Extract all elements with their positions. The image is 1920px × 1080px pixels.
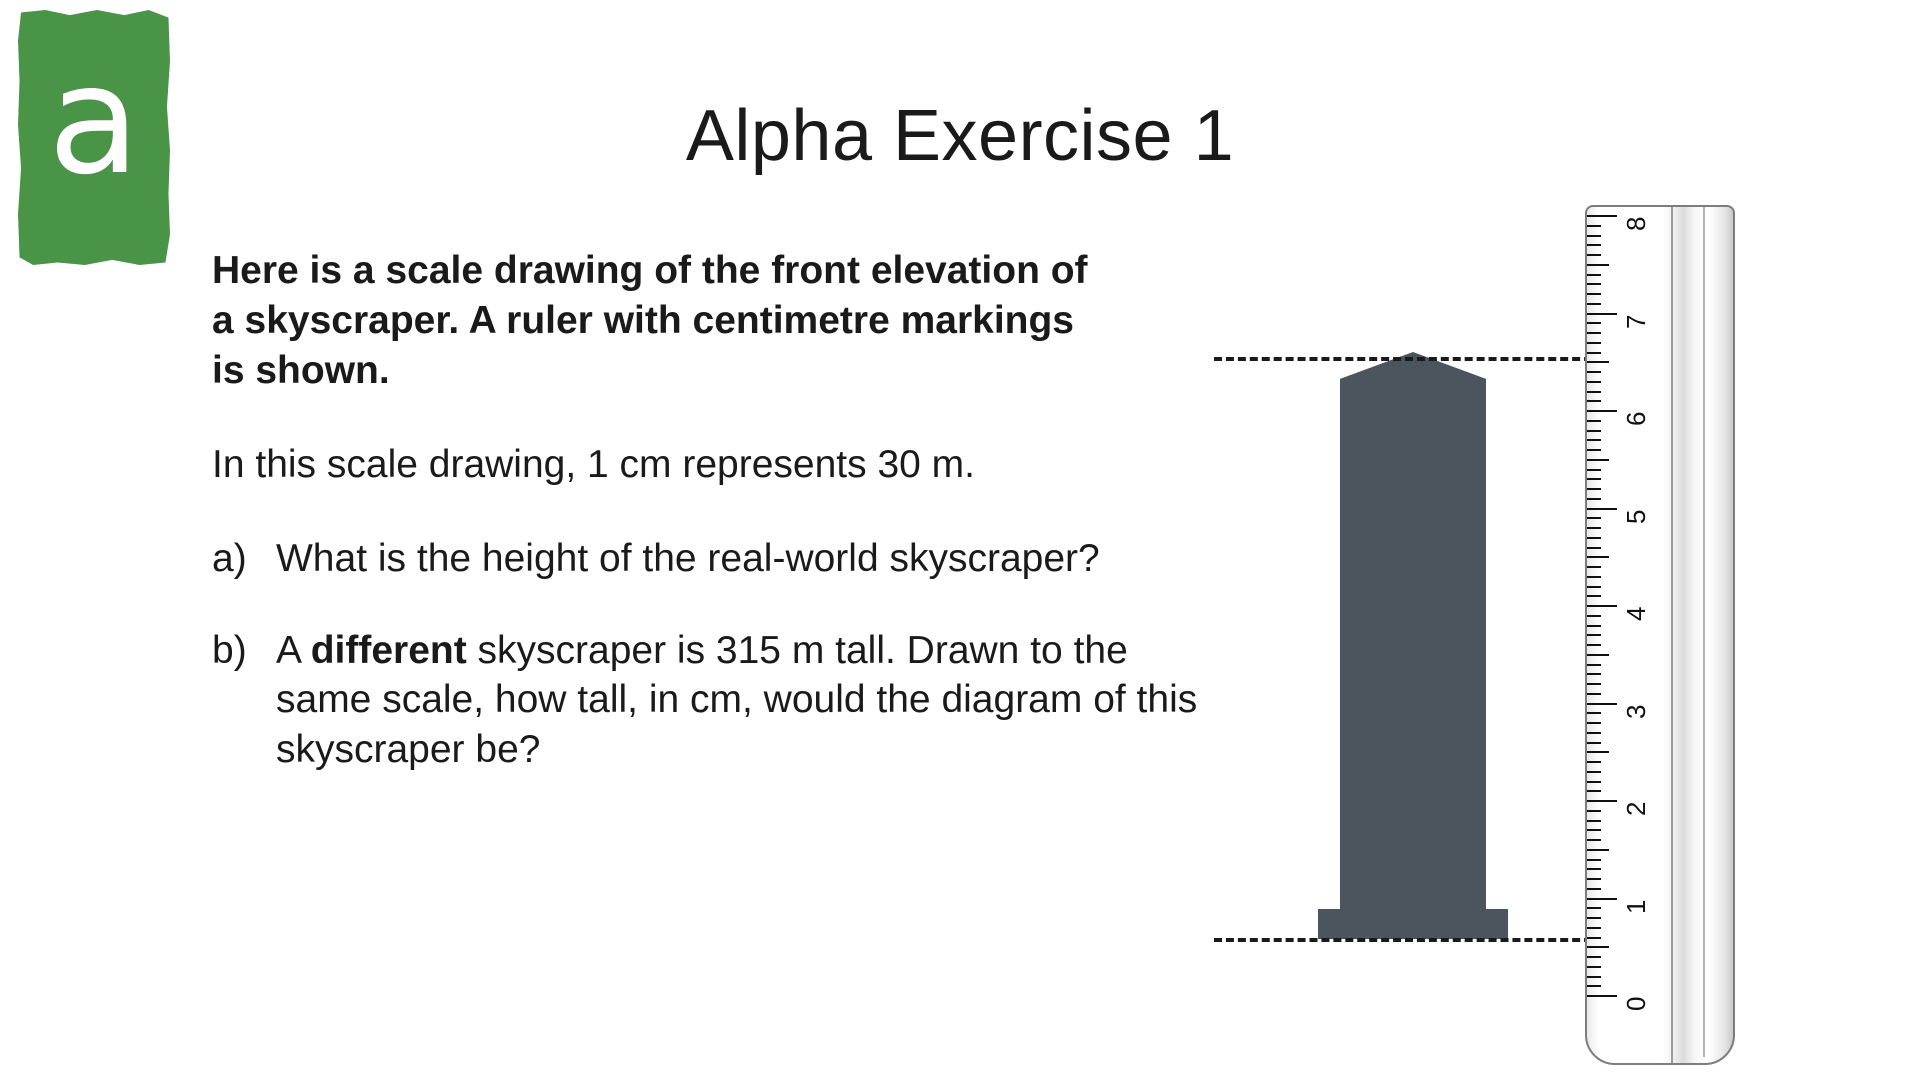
question-b bbox=[212, 626, 1232, 776]
ruler-tick bbox=[1587, 878, 1601, 880]
page-title: Alpha Exercise 1 bbox=[685, 96, 1235, 176]
ruler-tick bbox=[1587, 888, 1601, 890]
question-b-emphasis: different bbox=[310, 628, 467, 672]
ruler-tick bbox=[1587, 985, 1601, 987]
skyscraper-base bbox=[1318, 909, 1508, 939]
ruler-tick bbox=[1587, 498, 1601, 500]
ruler-tick bbox=[1587, 625, 1601, 627]
ruler-tick bbox=[1587, 605, 1617, 607]
ruler-tick bbox=[1587, 274, 1601, 276]
ruler-tick bbox=[1587, 449, 1601, 451]
ruler-tick bbox=[1587, 927, 1601, 929]
ruler-tick bbox=[1587, 420, 1601, 422]
ruler-tick bbox=[1587, 517, 1601, 519]
scale-statement: In this scale drawing, 1 cm represents 30 m. bbox=[212, 442, 975, 486]
ruler-tick bbox=[1587, 508, 1617, 510]
ruler-tick bbox=[1587, 751, 1609, 753]
ruler-tick bbox=[1587, 781, 1601, 783]
ruler-label-6: 6 bbox=[1621, 411, 1651, 426]
ruler-tick bbox=[1587, 634, 1601, 636]
ruler-tick bbox=[1587, 820, 1601, 822]
ruler-tick bbox=[1587, 644, 1601, 646]
ruler-tick bbox=[1587, 937, 1601, 939]
ruler-tick bbox=[1587, 732, 1601, 734]
ruler-tick bbox=[1587, 586, 1601, 588]
ruler-tick bbox=[1587, 859, 1601, 861]
skyscraper-roof bbox=[1340, 352, 1486, 416]
ruler bbox=[1585, 205, 1735, 1065]
ruler-tick bbox=[1587, 566, 1601, 568]
ruler-tick bbox=[1587, 469, 1601, 471]
question-b-text-before: A bbox=[276, 628, 311, 672]
ruler-label-1: 1 bbox=[1621, 899, 1651, 914]
ruler-tick bbox=[1587, 849, 1609, 851]
ruler-tick bbox=[1587, 313, 1617, 315]
ruler-tick bbox=[1587, 683, 1601, 685]
ruler-tick bbox=[1587, 264, 1609, 266]
question-b-text-after: skyscraper is 315 m tall. Drawn to the same scale, how tall, in cm, would the diagram of this skyscraper be? bbox=[276, 628, 1198, 772]
ruler-label-7: 7 bbox=[1621, 314, 1651, 329]
ruler-tick bbox=[1587, 839, 1601, 841]
ruler-tick bbox=[1587, 439, 1601, 441]
skyscraper-shape bbox=[1318, 352, 1508, 979]
skyscraper-shaft bbox=[1340, 412, 1486, 914]
ruler-tick bbox=[1587, 459, 1609, 461]
question-b-label: b) bbox=[212, 628, 247, 672]
ruler-tick bbox=[1587, 293, 1601, 295]
ruler-tick bbox=[1587, 956, 1601, 958]
ruler-tick bbox=[1587, 898, 1617, 900]
ruler-tick bbox=[1587, 400, 1601, 402]
guide-line-top bbox=[1214, 357, 1604, 361]
ruler-tick bbox=[1587, 235, 1601, 237]
ruler-tick bbox=[1587, 322, 1601, 324]
ruler-tick bbox=[1587, 829, 1601, 831]
ruler-tick bbox=[1587, 332, 1601, 334]
question-b-text bbox=[276, 626, 1232, 776]
ruler-inner-edge bbox=[1671, 207, 1673, 1063]
ruler-tick bbox=[1587, 537, 1601, 539]
ruler-tick bbox=[1587, 225, 1601, 227]
ruler-tick bbox=[1587, 283, 1601, 285]
ruler-tick bbox=[1587, 722, 1601, 724]
ruler-tick bbox=[1587, 703, 1617, 705]
ruler-tick bbox=[1587, 391, 1601, 393]
question-a-text-before: What is the height of the real-world skyscraper? bbox=[276, 536, 1100, 580]
ruler-tick bbox=[1587, 810, 1601, 812]
ruler-tick bbox=[1587, 976, 1601, 978]
ruler-tick bbox=[1587, 371, 1601, 373]
logo-alpha-glyph: a bbox=[48, 33, 140, 208]
ruler-tick bbox=[1587, 771, 1601, 773]
ruler-tick bbox=[1587, 761, 1601, 763]
ruler-tick bbox=[1587, 742, 1601, 744]
ruler-tick bbox=[1587, 430, 1601, 432]
ruler-tick bbox=[1587, 868, 1601, 870]
ruler-tick bbox=[1587, 352, 1601, 354]
ruler-tick bbox=[1587, 342, 1601, 344]
ruler-tick bbox=[1587, 215, 1617, 217]
ruler-tick bbox=[1587, 361, 1609, 363]
ruler-tick bbox=[1587, 410, 1617, 412]
ruler-tick bbox=[1587, 693, 1601, 695]
ruler-label-8: 8 bbox=[1621, 216, 1651, 231]
ruler-tick bbox=[1587, 547, 1601, 549]
guide-line-bottom bbox=[1214, 938, 1604, 942]
scale-drawing-diagram bbox=[1230, 215, 1920, 1065]
ruler-tick bbox=[1587, 303, 1601, 305]
ruler-tick bbox=[1587, 381, 1601, 383]
ruler-tick bbox=[1587, 576, 1601, 578]
ruler-tick bbox=[1587, 917, 1601, 919]
ruler-tick bbox=[1587, 966, 1601, 968]
ruler-tick bbox=[1587, 673, 1601, 675]
ruler-inner-edge-secondary bbox=[1703, 207, 1705, 1057]
ruler-tick bbox=[1587, 995, 1617, 997]
question-a-text bbox=[276, 534, 1232, 584]
ruler-tick bbox=[1587, 244, 1601, 246]
question-a bbox=[212, 534, 1232, 584]
ruler-tick bbox=[1587, 615, 1601, 617]
ruler-tick bbox=[1587, 478, 1601, 480]
ruler-label-5: 5 bbox=[1621, 509, 1651, 524]
ruler-tick bbox=[1587, 800, 1617, 802]
ruler-tick bbox=[1587, 712, 1601, 714]
ruler-tick bbox=[1587, 664, 1601, 666]
ruler-tick bbox=[1587, 654, 1609, 656]
ruler-tick bbox=[1587, 907, 1601, 909]
intro-paragraph: Here is a scale drawing of the front elevation of a skyscraper. A ruler with centimetre markings is shown. bbox=[212, 249, 1088, 392]
ruler-tick bbox=[1587, 488, 1601, 490]
ruler-label-3: 3 bbox=[1621, 704, 1651, 719]
ruler-tick bbox=[1587, 527, 1601, 529]
ruler-tick bbox=[1587, 790, 1601, 792]
ruler-tick bbox=[1587, 946, 1609, 948]
question-body bbox=[212, 246, 1232, 775]
ruler-tick bbox=[1587, 595, 1601, 597]
question-a-label: a) bbox=[212, 536, 247, 580]
ruler-tick bbox=[1587, 556, 1609, 558]
ruler-tick bbox=[1587, 254, 1601, 256]
ruler-label-4: 4 bbox=[1621, 606, 1651, 621]
ruler-scale bbox=[1587, 205, 1671, 1065]
ruler-label-2: 2 bbox=[1621, 801, 1651, 816]
ruler-label-0: 0 bbox=[1621, 996, 1651, 1011]
